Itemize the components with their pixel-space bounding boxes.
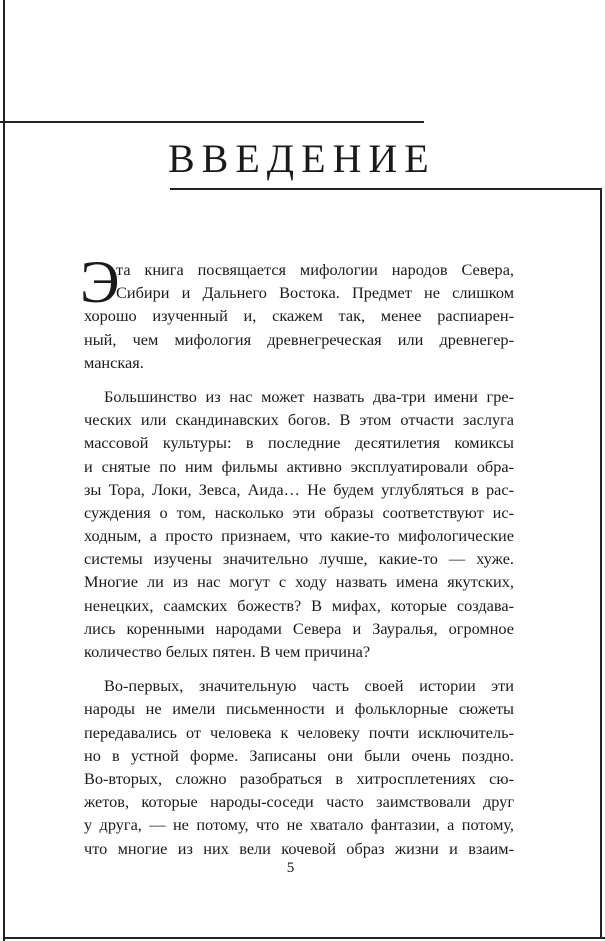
page-number-container [0, 858, 605, 878]
text-line: та книга посвящается мифологии народов Севера, [116, 260, 514, 279]
text-line: ходным, а просто признаем, что какие-то мифологические [84, 526, 514, 546]
text-line: но в устной форме. Записаны они были очень поздно. [84, 745, 514, 765]
text-line: Во-первых, значительную часть своей истории эти [104, 676, 514, 696]
text-line: Сибири и Дальнего Востока. Предмет не слишком [116, 283, 514, 303]
page-frame-right-border [600, 190, 602, 939]
text-line: передавались от человека к человеку почти исключитель- [84, 722, 514, 742]
text-line: зы Тора, Локи, Зевса, Аида… Не будем углубляться в рас- [84, 479, 514, 499]
page-frame-left-border [3, 0, 5, 941]
page-number: 5 [286, 860, 295, 876]
title-bottom-rule [170, 188, 602, 190]
text-line: что многие из них вели кочевой образ жизни и взаим- [84, 838, 514, 858]
paragraph-3 [84, 674, 514, 860]
text-line: массовой культуры: в последние десятилетия комиксы [84, 433, 514, 453]
text-line: хорошо изученный и, скажем так, менее распиарен- [84, 306, 514, 326]
text-line: манская. [84, 352, 144, 372]
text-line: Многие ли из нас могут с ходу назвать имена якутских, [84, 572, 514, 592]
text-line: системы изучены значительно лучше, какие-то — хуже. [84, 549, 514, 569]
text-line: жетов, которые народы-соседи часто заимствовали друг [84, 792, 514, 812]
paragraph-2 [84, 385, 514, 663]
page-frame-bottom-border [3, 937, 605, 939]
text-line: у друга, — не потому, что не хватало фантазии, а потому, [84, 815, 514, 835]
text-line: и снятые по ним фильмы активно эксплуатировали обра- [84, 456, 514, 476]
title-top-rule [0, 121, 424, 123]
text-line: суждения о том, насколько эти образы соответствуют ис- [84, 502, 514, 522]
body-text [80, 249, 514, 860]
paragraph-1 [84, 258, 514, 374]
text-line: Большинство из нас может назвать два-три имени гре- [104, 386, 514, 406]
text-line: количество белых пятен. В чем причина? [84, 642, 371, 661]
text-line: народы не имели письменности и фольклорные сюжеты [84, 699, 514, 719]
text-line: Во-вторых, сложно разобраться в хитросплетениях сю- [84, 768, 514, 788]
drop-cap: Э [80, 249, 120, 315]
text-line: лись коренными народами Севера и Зауралья, огромное [84, 618, 514, 638]
text-line: ный, чем мифология древнегреческая или древнегер- [84, 329, 514, 349]
text-line: ненецких, саамских божеств? В мифах, которые создава- [84, 595, 514, 615]
text-line: ческих или скандинавских богов. В этом отчасти заслуга [84, 410, 514, 430]
chapter-title: ВВЕДЕНИЕ [168, 136, 436, 181]
